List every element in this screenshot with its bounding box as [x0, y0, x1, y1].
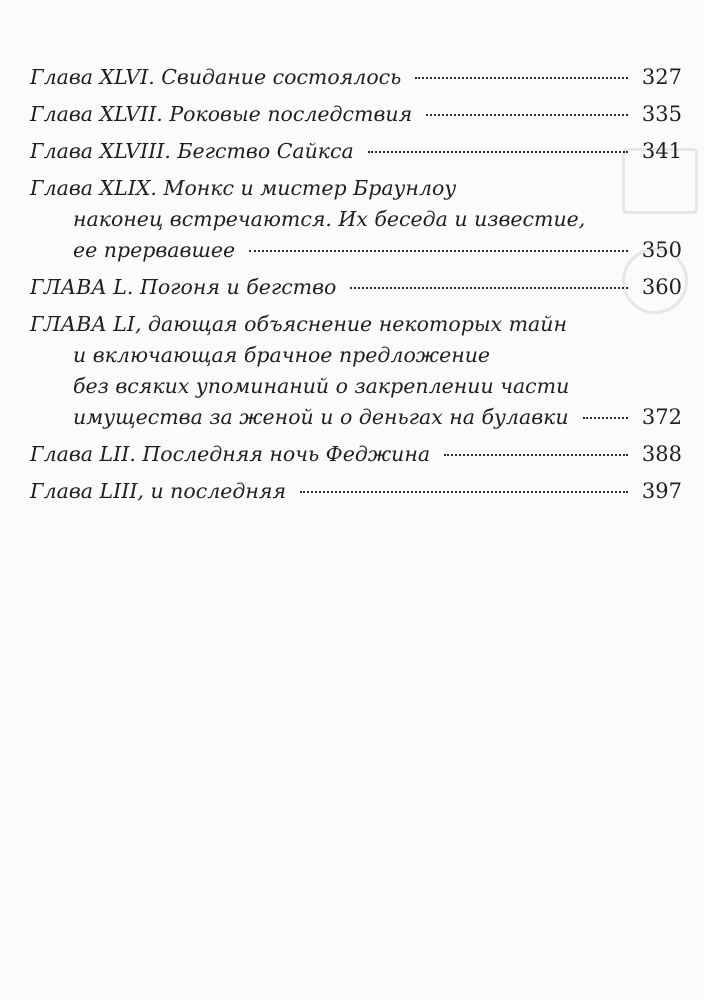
dot-leader [426, 114, 628, 116]
toc-entry-title: Глава XLIX. Монкс и мистер Браунлоу [30, 176, 457, 200]
toc-page-number: 388 [641, 442, 682, 466]
toc-entry-title: ГЛАВА LI, дающая объяснение некоторых тайн [30, 312, 567, 336]
dot-leader [415, 77, 628, 79]
toc-entry [30, 136, 682, 167]
toc-entry-title: Глава XLVIII. Бегство Сайкса [30, 139, 354, 163]
toc-page-number: 397 [641, 479, 682, 503]
dot-leader [368, 151, 628, 153]
toc-entry-title: Глава XLVII. Роковые последствия [30, 102, 413, 126]
dot-leader [350, 287, 628, 289]
toc-entry [30, 476, 682, 507]
dot-leader [583, 417, 628, 419]
toc-entry [30, 272, 682, 303]
table-of-contents [30, 62, 682, 513]
toc-entry-title-continued: без всяких упоминаний о закреплении части [73, 374, 570, 398]
toc-entry-title-continued: имущества за женой и о деньгах на булавки [73, 405, 569, 429]
toc-page-number: 372 [641, 405, 682, 429]
toc-page-number: 350 [641, 238, 682, 262]
toc-entry-title-continued: и включающая брачное предложение [73, 343, 491, 367]
toc-page-number: 360 [641, 275, 682, 299]
toc-page-number: 327 [641, 65, 682, 89]
toc-entry [30, 309, 682, 433]
toc-entry-title: Глава XLVI. Свидание состоялось [30, 65, 402, 89]
toc-page-number: 335 [641, 102, 682, 126]
toc-entry-title: Глава LIII, и последняя [30, 479, 287, 503]
toc-entry [30, 99, 682, 130]
toc-entry [30, 173, 682, 266]
toc-entry [30, 439, 682, 470]
toc-entry-title: ГЛАВА L. Погоня и бегство [30, 275, 337, 299]
toc-entry-title-continued: наконец встречаются. Их беседа и известие, [73, 207, 586, 231]
toc-entry-title-continued: ее прервавшее [73, 238, 236, 262]
dot-leader [249, 250, 628, 252]
toc-entry-title: Глава LII. Последняя ночь Феджина [30, 442, 431, 466]
toc-page-number: 341 [641, 139, 682, 163]
dot-leader [300, 491, 628, 493]
dot-leader [444, 454, 628, 456]
toc-entry [30, 62, 682, 93]
